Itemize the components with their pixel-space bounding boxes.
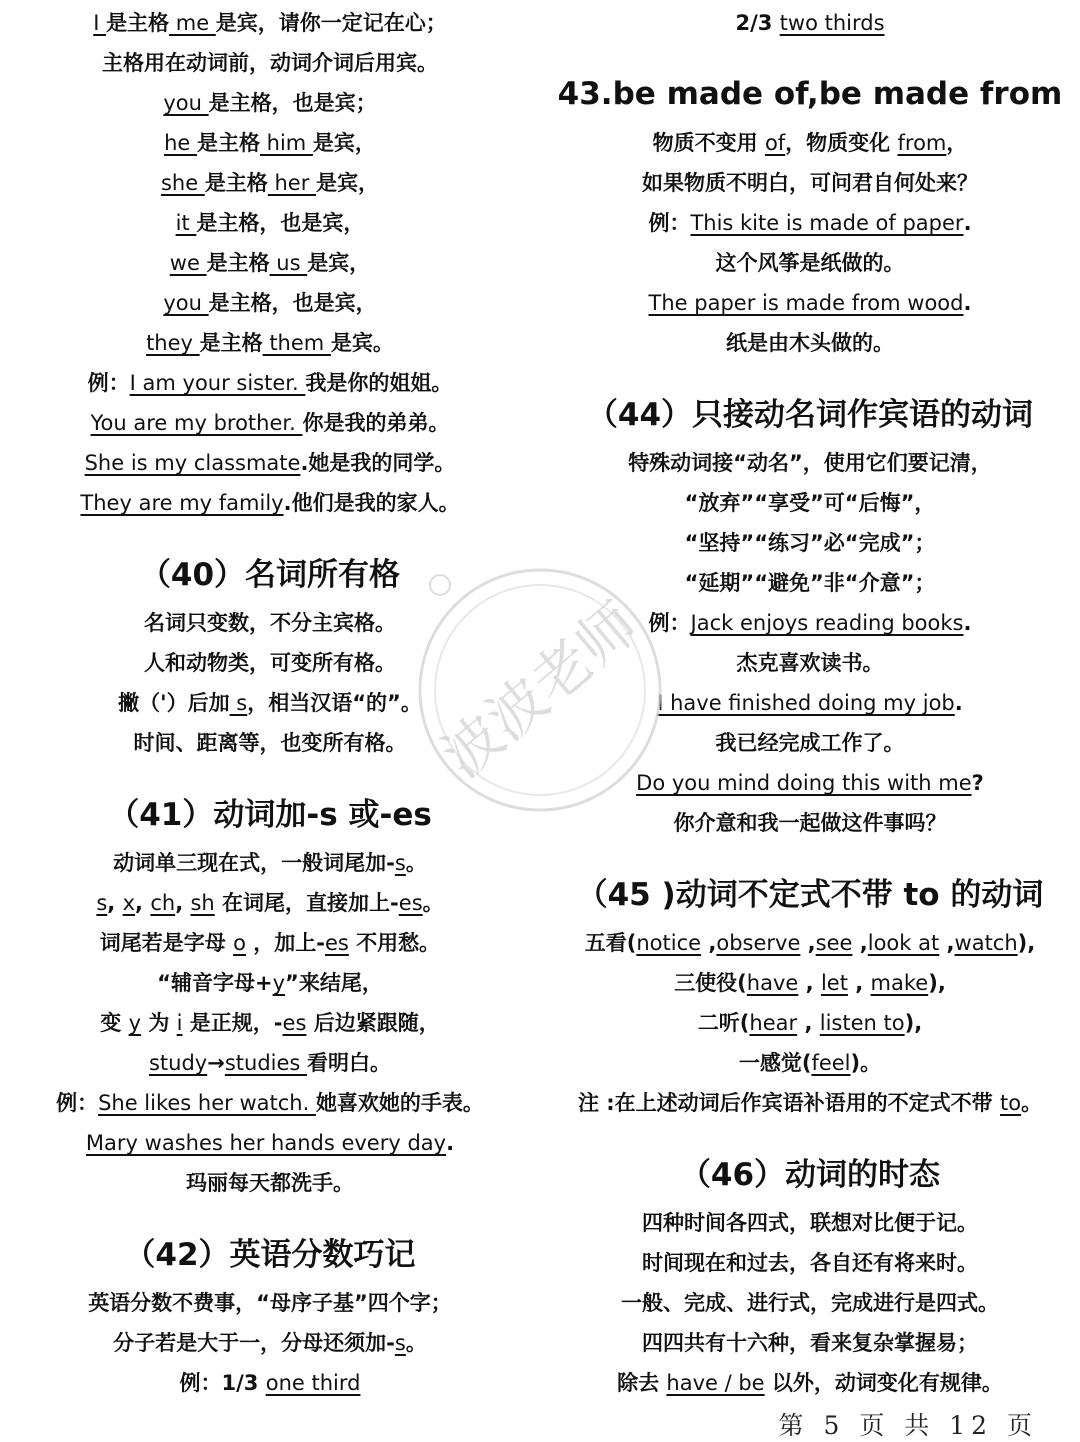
- line-text: 特殊动词接“动名”，使用它们要记清，: [628, 451, 992, 475]
- underlined-text: Do you mind doing this with me: [636, 771, 972, 795]
- text-line: [0, 408, 540, 438]
- line-text: ，相当汉语“的”。: [247, 691, 422, 715]
- line-text: 是主格: [206, 251, 270, 275]
- line-text: 是主格，也是宾，: [196, 211, 365, 235]
- line-text: 分子若是大于一，分母还须加-: [113, 1331, 395, 1355]
- underlined-text: see: [815, 931, 853, 955]
- underlined-text: have / be: [666, 1371, 765, 1395]
- text-line: [0, 168, 540, 198]
- underlined-text: they: [146, 331, 200, 355]
- watermark-seal: [410, 560, 670, 820]
- line-text: 后边紧跟随，: [306, 1011, 440, 1035]
- line-text: ,: [797, 1011, 820, 1035]
- line-text: 。: [422, 891, 444, 915]
- line-text: 人和动物类，可变所有格。: [144, 651, 396, 675]
- line-text: 名词只变数，不分主宾格。: [144, 611, 396, 635]
- underlined-text: She likes her watch.: [98, 1091, 316, 1115]
- text-line: [0, 1048, 540, 1078]
- line-text: 时间现在和过去，各自还有将来时。: [642, 1251, 978, 1275]
- underlined-text: you: [163, 91, 209, 115]
- line-text: “放弃”“享受”可“后悔”，: [684, 491, 936, 515]
- text-line: [0, 1008, 540, 1038]
- underlined-text: She is my classmate: [84, 451, 301, 475]
- line-text: 我是你的姐姐。: [305, 371, 453, 395]
- underlined-text: listen to: [819, 1011, 905, 1035]
- line-text: ,: [135, 891, 151, 915]
- line-text: “辅音字母+: [157, 971, 273, 995]
- line-text: 例：: [648, 611, 691, 635]
- text-line: [0, 328, 540, 358]
- line-text: 这个风筝是纸做的。: [715, 251, 905, 275]
- line-text: 三使役(: [674, 971, 747, 995]
- section-heading: （40）名词所有格: [139, 557, 401, 593]
- underlined-text: i: [176, 1011, 183, 1035]
- line-text: 除去: [617, 1371, 667, 1395]
- underlined-text: I am your sister.: [129, 371, 306, 395]
- line-text: 看明白。: [307, 1051, 392, 1075]
- line-text: 动词单三现在式，一般词尾加-: [113, 851, 395, 875]
- underlined-text: They are my family: [80, 491, 284, 515]
- text-line: [540, 1048, 1080, 1078]
- line-text: 是主格，也是宾，: [208, 291, 377, 315]
- line-text: )。: [850, 1051, 882, 1075]
- underlined-text: two thirds: [779, 11, 885, 35]
- text-line: [0, 248, 540, 278]
- line-text: 是宾，: [307, 251, 371, 275]
- page-footer: 第 5 页 共 12 页: [778, 1411, 1038, 1440]
- line-text: .: [954, 691, 963, 715]
- line-text: 词尾若是字母: [99, 931, 234, 955]
- text-line: [540, 1208, 1080, 1238]
- line-text: 我已经完成工作了。: [715, 731, 905, 755]
- underlined-text: notice: [636, 931, 702, 955]
- underlined-text: x: [122, 891, 136, 915]
- underlined-text: es: [282, 1011, 307, 1035]
- line-text: “延期”“避免”非“介意”；: [684, 571, 936, 595]
- text-line: [540, 168, 1080, 198]
- underlined-text: es: [325, 931, 349, 955]
- underlined-text: them: [262, 331, 331, 355]
- text-line: [540, 1248, 1080, 1278]
- underlined-text: her: [267, 171, 317, 195]
- text-line: [540, 1008, 1080, 1038]
- line-text: ,: [798, 971, 821, 995]
- underlined-text: he: [164, 131, 197, 155]
- line-text: 为: [141, 1011, 177, 1035]
- line-text: .她是我的同学。: [300, 451, 456, 475]
- text-line: [540, 1368, 1080, 1398]
- section-heading: （46）动词的时态: [679, 1157, 941, 1193]
- line-text: 四四共有十六种，看来复杂掌握易；: [642, 1331, 978, 1355]
- text-line: [0, 208, 540, 238]
- text-line: [540, 968, 1080, 998]
- underlined-text: s: [394, 851, 406, 875]
- line-text: ,: [800, 931, 816, 955]
- line-text: →: [207, 1051, 225, 1075]
- underlined-text: y: [272, 971, 286, 995]
- text-line: [540, 288, 1080, 318]
- underlined-text: I: [93, 11, 107, 35]
- underlined-text: make: [870, 971, 929, 995]
- underlined-text: studies: [224, 1051, 308, 1075]
- line-text: ,: [939, 931, 955, 955]
- text-line: [540, 1328, 1080, 1358]
- line-text: 时间、距离等，也变所有格。: [133, 731, 407, 755]
- line-text: 。: [405, 1331, 427, 1355]
- underlined-text: observe: [716, 931, 801, 955]
- underlined-text: she: [160, 171, 205, 195]
- text-line: [0, 88, 540, 118]
- text-line: [0, 128, 540, 158]
- svg-text:波波老师: 波波老师: [429, 589, 651, 791]
- line-text: 是主格: [106, 11, 170, 35]
- line-text: 是宾，请你一定记在心；: [215, 11, 447, 35]
- text-line: [0, 448, 540, 478]
- underlined-text: me: [169, 11, 216, 35]
- line-text: 。: [405, 851, 427, 875]
- line-text: 是正规，-: [182, 1011, 283, 1035]
- text-line: [540, 928, 1080, 958]
- text-line: [0, 1368, 540, 1398]
- line-text: 。: [1021, 1091, 1043, 1115]
- underlined-text: from: [897, 131, 947, 155]
- line-text: 例：: [648, 211, 691, 235]
- line-text: 是主格，也是宾；: [208, 91, 377, 115]
- underlined-text: him: [259, 131, 313, 155]
- underlined-text: You are my brother.: [90, 411, 303, 435]
- underlined-text: to: [999, 1091, 1022, 1115]
- text-line: [540, 328, 1080, 358]
- line-text: 英语分数不费事，“母序子基”四个字；: [88, 1291, 452, 1315]
- line-text: ,: [852, 931, 868, 955]
- line-text: 玛丽每天都洗手。: [186, 1171, 354, 1195]
- text-line: [0, 488, 540, 518]
- text-line: [0, 928, 540, 958]
- line-text: 二听(: [697, 1011, 750, 1035]
- text-line: [540, 8, 1080, 38]
- line-text: ),: [928, 971, 946, 995]
- line-text: 五看(: [584, 931, 637, 955]
- line-text: 纸是由木头做的。: [726, 331, 894, 355]
- text-line: [540, 448, 1080, 478]
- line-text: 例：: [56, 1091, 99, 1115]
- line-text: .: [963, 211, 972, 235]
- line-text: 2/3: [735, 11, 780, 35]
- text-line: [0, 968, 540, 998]
- text-line: [540, 528, 1080, 558]
- line-text: .他们是我的家人。: [283, 491, 460, 515]
- text-line: [0, 48, 540, 78]
- text-line: [0, 848, 540, 878]
- line-text: 你介意和我一起做这件事吗？: [673, 811, 947, 835]
- underlined-text: s: [229, 691, 248, 715]
- underlined-text: y: [128, 1011, 142, 1035]
- line-text: ,: [701, 931, 717, 955]
- line-text: 你是我的弟弟。: [302, 411, 450, 435]
- underlined-text: sh: [190, 891, 215, 915]
- underlined-text: es: [398, 891, 423, 915]
- line-text: 变: [100, 1011, 129, 1035]
- line-text: ，物质变化: [785, 131, 898, 155]
- line-text: 例：: [87, 371, 130, 395]
- underlined-text: one third: [265, 1371, 361, 1395]
- line-text: 是主格: [199, 331, 263, 355]
- line-text: 如果物质不明白，可问君自何处来？: [642, 171, 978, 195]
- line-text: 一感觉(: [738, 1051, 812, 1075]
- underlined-text: have: [746, 971, 799, 995]
- line-text: 在词尾，直接加上-: [214, 891, 399, 915]
- text-line: [0, 1328, 540, 1358]
- line-text: ,: [175, 891, 191, 915]
- section-heading: （45 )动词不定式不带 to 的动词: [576, 877, 1044, 913]
- line-text: 撇（'）后加: [118, 691, 230, 715]
- line-text: ，加上-: [245, 931, 325, 955]
- line-text: ?: [971, 771, 984, 795]
- text-line: [540, 488, 1080, 518]
- line-text: 物质不变用: [652, 131, 765, 155]
- line-text: .: [963, 611, 972, 635]
- line-text: 是宾，: [316, 171, 380, 195]
- line-text: ”来结尾，: [285, 971, 383, 995]
- line-text: 是宾，: [312, 131, 376, 155]
- section-heading: （44）只接动名词作宾语的动词: [586, 397, 1034, 433]
- line-text: 是主格: [196, 131, 260, 155]
- underlined-text: ch: [150, 891, 176, 915]
- section-heading: 43.be made of,be made from: [557, 76, 1063, 112]
- text-line: [540, 248, 1080, 278]
- line-text: 一般、完成、进行式，完成进行是四式。: [621, 1291, 999, 1315]
- text-line: [0, 8, 540, 38]
- line-text: 主格用在动词前，动词介词后用宾。: [102, 51, 438, 75]
- text-line: [540, 128, 1080, 158]
- line-text: ，: [946, 131, 968, 155]
- line-text: 是主格: [204, 171, 268, 195]
- text-line: [540, 208, 1080, 238]
- text-line: [0, 888, 540, 918]
- text-line: [0, 1168, 540, 1198]
- underlined-text: we: [169, 251, 207, 275]
- underlined-text: feel: [811, 1051, 851, 1075]
- line-text: .: [963, 291, 972, 315]
- line-text: ),: [1017, 931, 1036, 955]
- line-text: “坚持”“练习”必“完成”；: [684, 531, 936, 555]
- line-text: ,: [107, 891, 123, 915]
- section-heading: （41）动词加-s 或-es: [108, 797, 432, 833]
- underlined-text: This kite is made of paper: [690, 211, 964, 235]
- line-text: ,: [847, 971, 871, 995]
- text-line: [540, 1288, 1080, 1318]
- underlined-text: of: [764, 131, 786, 155]
- underlined-text: watch: [954, 931, 1018, 955]
- underlined-text: The paper is made from wood: [648, 291, 964, 315]
- line-text: 是宾。: [330, 331, 394, 355]
- underlined-text: Mary washes her hands every day: [85, 1131, 447, 1155]
- line-text: 四种时间各四式，联想对比便于记。: [642, 1211, 978, 1235]
- underlined-text: hear: [749, 1011, 798, 1035]
- underlined-text: I have finished doing my job: [657, 691, 955, 715]
- line-text: 例：1/3: [179, 1371, 266, 1395]
- text-line: [0, 1088, 540, 1118]
- text-line: [0, 1288, 540, 1318]
- line-text: 杰克喜欢读书。: [736, 651, 884, 675]
- line-text: ),: [904, 1011, 923, 1035]
- underlined-text: look at: [867, 931, 940, 955]
- underlined-text: us: [269, 251, 308, 275]
- line-text: 不用愁。: [348, 931, 441, 955]
- text-line: [0, 1128, 540, 1158]
- line-text: 她喜欢她的手表。: [315, 1091, 484, 1115]
- line-text: 以外，动词变化有规律。: [764, 1371, 1003, 1395]
- section-heading: （42）英语分数巧记: [124, 1237, 416, 1273]
- line-text: .: [446, 1131, 455, 1155]
- line-text: 注 :在上述动词后作宾语补语用的不定式不带: [577, 1091, 1000, 1115]
- underlined-text: s: [96, 891, 108, 915]
- underlined-text: study: [148, 1051, 208, 1075]
- underlined-text: o: [233, 931, 246, 955]
- underlined-text: you: [163, 291, 209, 315]
- text-line: [0, 368, 540, 398]
- underlined-text: it: [175, 211, 197, 235]
- underlined-text: s: [394, 1331, 406, 1355]
- underlined-text: let: [820, 971, 848, 995]
- text-line: [540, 1088, 1080, 1118]
- text-line: [0, 288, 540, 318]
- underlined-text: Jack enjoys reading books: [690, 611, 964, 635]
